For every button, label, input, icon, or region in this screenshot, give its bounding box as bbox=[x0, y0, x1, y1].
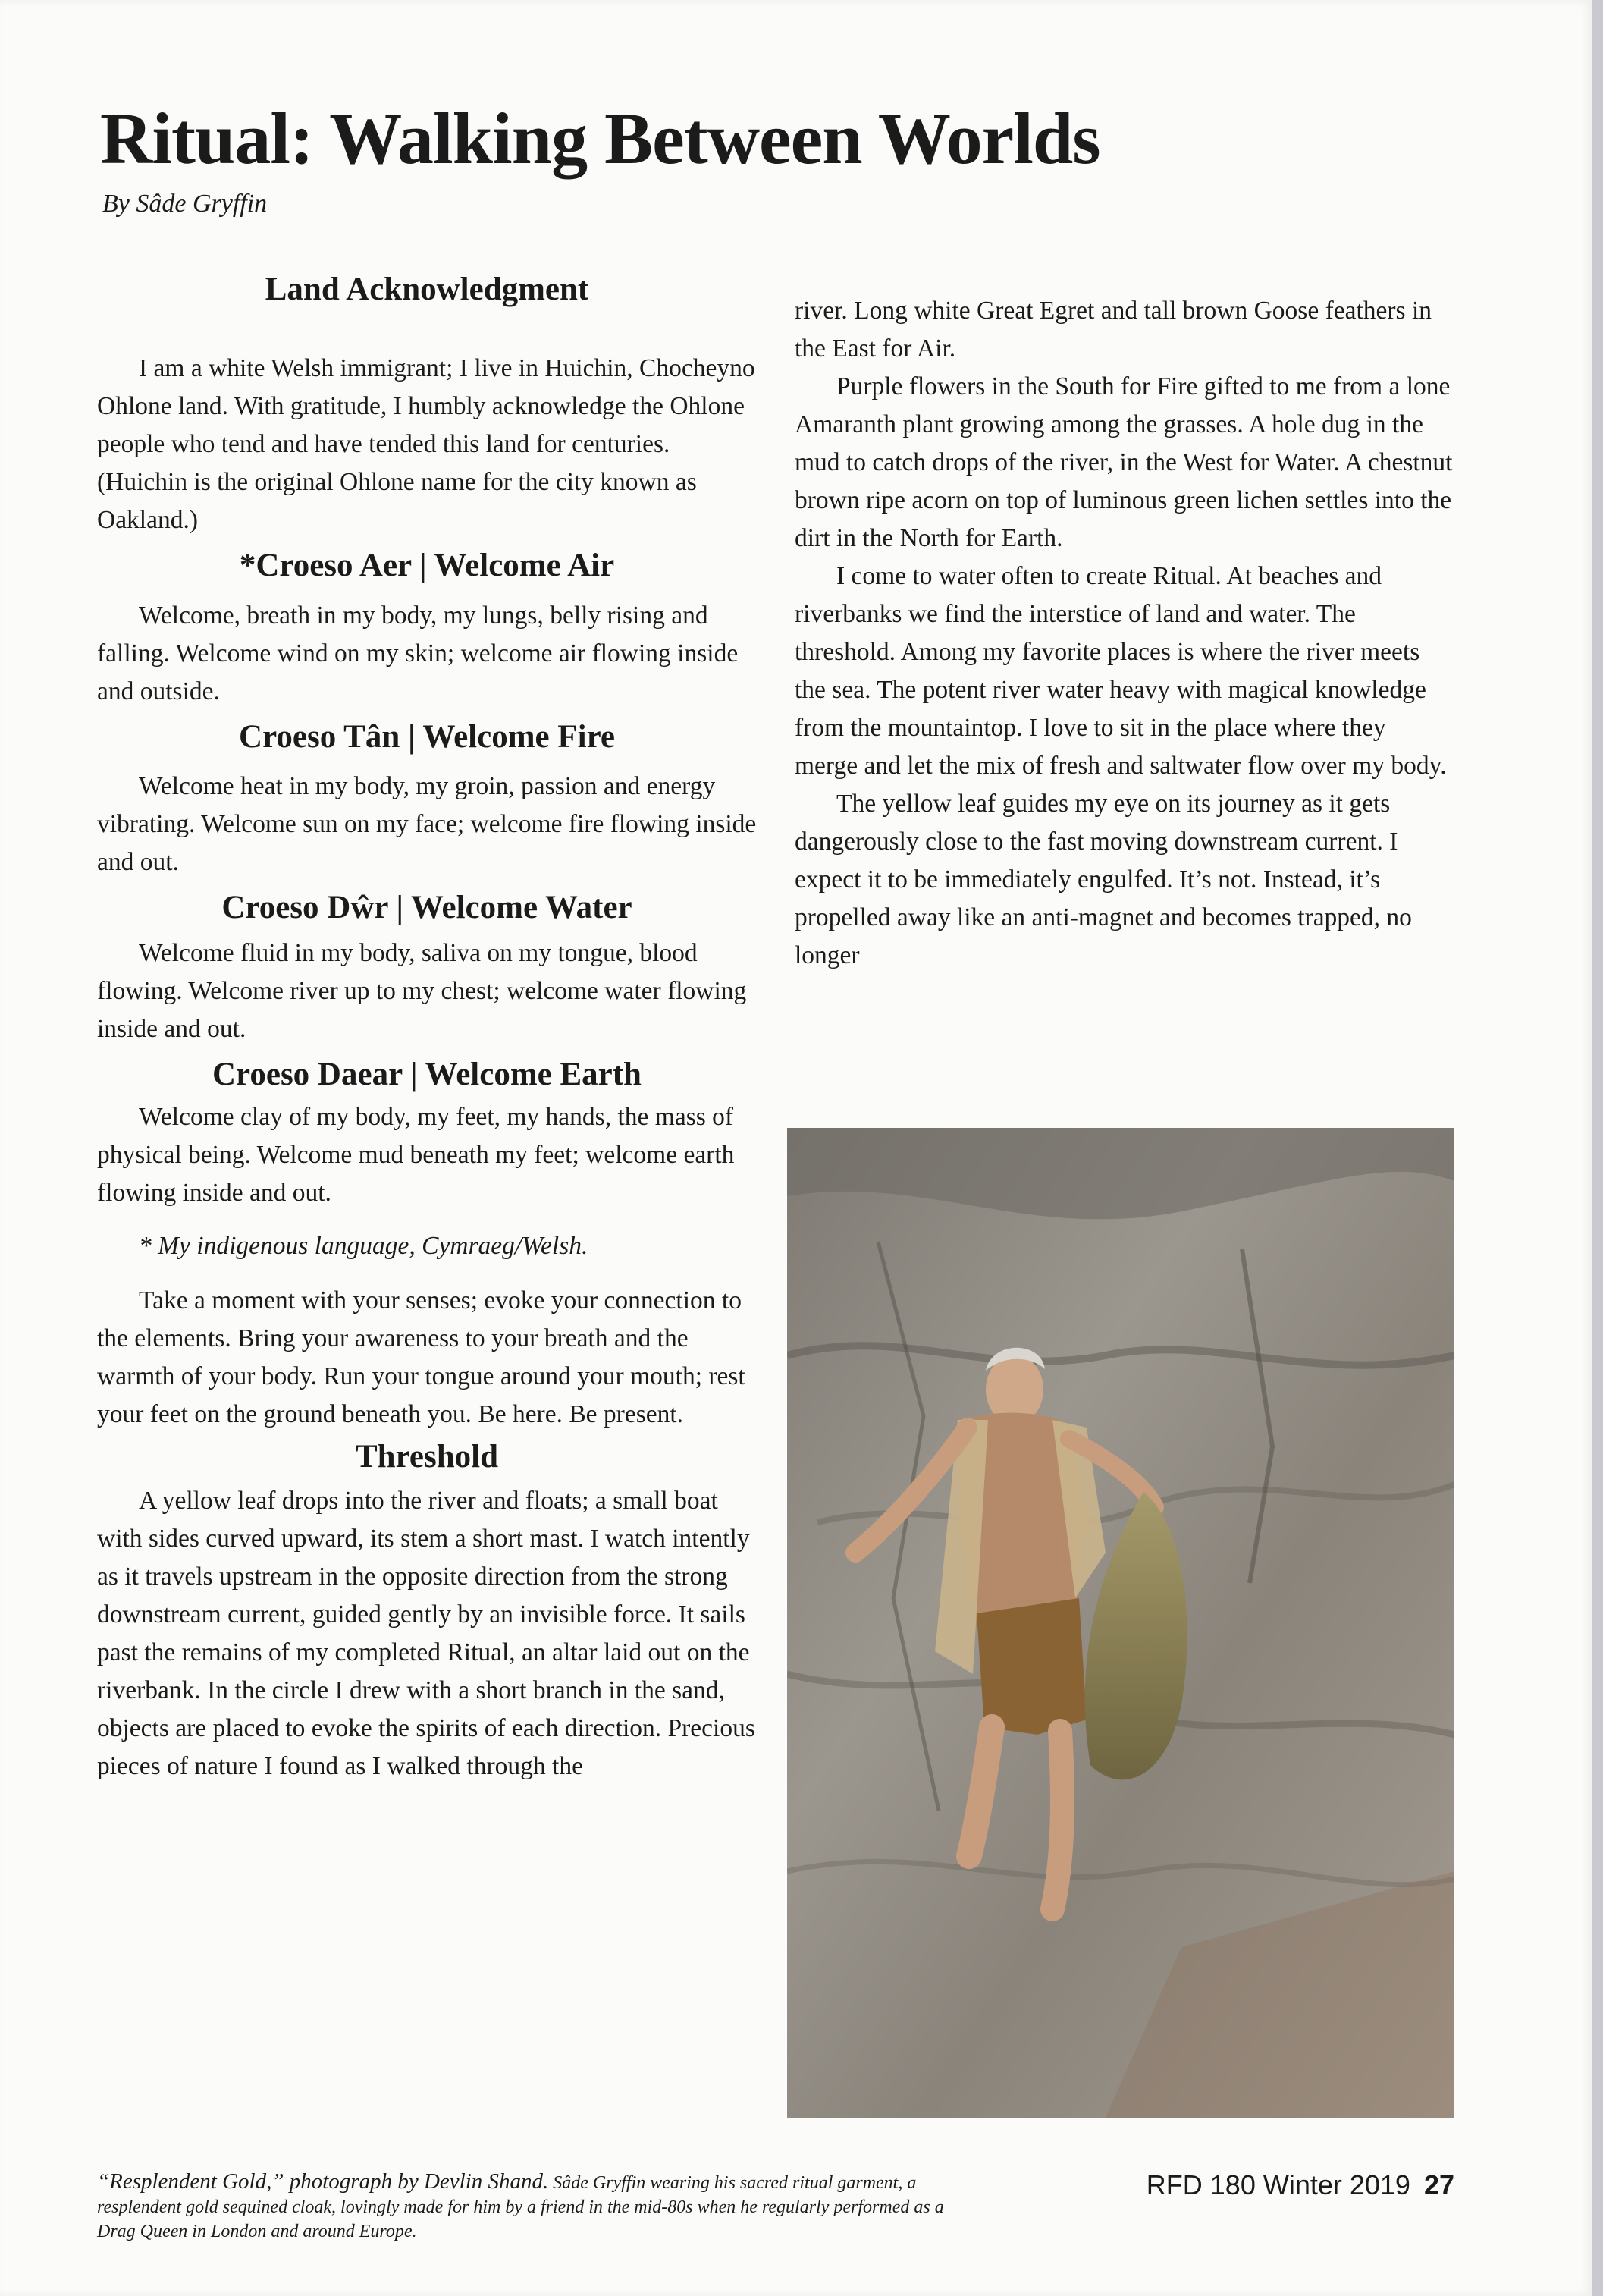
fire-text: Welcome heat in my body, my groin, passion and energy vibrating. Welcome sun on my face; welcome fire flowing inside and out. bbox=[97, 772, 757, 877]
water-text: Welcome fluid in my body, saliva on my tongue, blood flowing. Welcome river up to my chest; welcome water flowing inside and out. bbox=[97, 939, 747, 1043]
right-para-3: I come to water often to create Ritual. At beaches and riverbanks we find the interstice of land and water. The threshold. Among my favorite places is where the river meets the sea. The potent river water heavy with magical knowledge from the mountaintop. I love to sit in the place where they merge and let the mix of fresh and saltwater flow over my body. bbox=[795, 562, 1447, 780]
section-heading-earth: Croeso Daear | Welcome Earth bbox=[212, 1057, 642, 1092]
page-folio bbox=[1137, 2169, 1454, 2201]
page-number: 27 bbox=[1423, 2169, 1454, 2200]
section-heading-fire: Croeso Tân | Welcome Fire bbox=[239, 718, 615, 755]
right-para-1: river. Long white Great Egret and tall brown Goose feathers in the East for Air. bbox=[795, 297, 1432, 363]
section-heading-air: *Croeso Aer | Welcome Air bbox=[239, 547, 615, 583]
section-heading-water: Croeso Dŵr | Welcome Water bbox=[221, 890, 632, 926]
photograph-resplendent-gold bbox=[787, 1128, 1454, 2118]
section-heading-land: Land Acknowledgment bbox=[265, 272, 589, 307]
article-byline: By Sâde Gryffin bbox=[102, 190, 268, 218]
page-edge bbox=[1592, 0, 1603, 2296]
earth-text: Welcome clay of my body, my feet, my hands, the mass of physical being. Welcome mud beneath my feet; welcome earth flowing inside and out. bbox=[97, 1102, 735, 1207]
footnote: * My indigenous language, Cymraeg/Welsh. bbox=[139, 1231, 588, 1260]
right-para-2: Purple flowers in the South for Fire gifted to me from a lone Amaranth plant growing among the grasses. A hole dug in the mud to catch drops of the river, in the West for Water. A chestnut brown ripe acorn on top of luminous green lichen settles into the dirt in the North for Earth. bbox=[795, 372, 1453, 552]
right-column bbox=[795, 292, 1454, 975]
photo-caption bbox=[97, 2169, 969, 2244]
threshold-text: A yellow leaf drops into the river and floats; a small boat with sides curved upward, its stem a short mast. I watch intently as it travels upstream in the opposite direction from the strong downstream current, guided gently by an invisible force. It sails past the remains of my completed Ritual, an altar laid out on the riverbank. In the circle I drew with a short branch in the sand, objects are placed to evoke the spirits of each direction. Precious pieces of nature I found as I walked through the bbox=[97, 1486, 755, 1780]
air-text: Welcome, breath in my body, my lungs, belly rising and falling. Welcome wind on my skin; welcome air flowing inside and outside. bbox=[97, 601, 739, 705]
right-para-4: The yellow leaf guides my eye on its journey as it gets dangerously close to the fast moving downstream current. I expect it to be immediately engulfed. It’s not. Instead, it’s propelled away like an anti-magnet and becomes trapped, no longer bbox=[795, 790, 1412, 969]
article-title: Ritual: Walking Between Worlds bbox=[100, 98, 1100, 179]
issue-label: RFD 180 Winter 2019 bbox=[1146, 2169, 1410, 2200]
caption-lead: “Resplendent Gold,” photograph by Devlin Shand. bbox=[97, 2169, 549, 2194]
caption-text: Sâde Gryffin wearing his sacred ritual garment, a resplendent gold sequined cloak, lovingly made for him by a friend in the mid-80s when he regularly performed as a Drag Queen in London and around Europe. bbox=[97, 2173, 944, 2241]
section-heading-threshold: Threshold bbox=[356, 1438, 498, 1475]
left-column bbox=[97, 269, 757, 1786]
land-acknowledgment-text: I am a white Welsh immigrant; I live in Huichin, Chocheyno Ohlone land. With gratitude, I humbly acknowledge the Ohlone people who tend and have tended this land for centuries. (Huichin is the original Ohlone name for the city known as Oakland.) bbox=[97, 353, 755, 534]
senses-text: Take a moment with your senses; evoke your connection to the elements. Bring your awareness to your breath and the warmth of your body. Run your tongue around your mouth; rest your feet on the ground beneath you. Be here. Be present. bbox=[97, 1286, 745, 1428]
